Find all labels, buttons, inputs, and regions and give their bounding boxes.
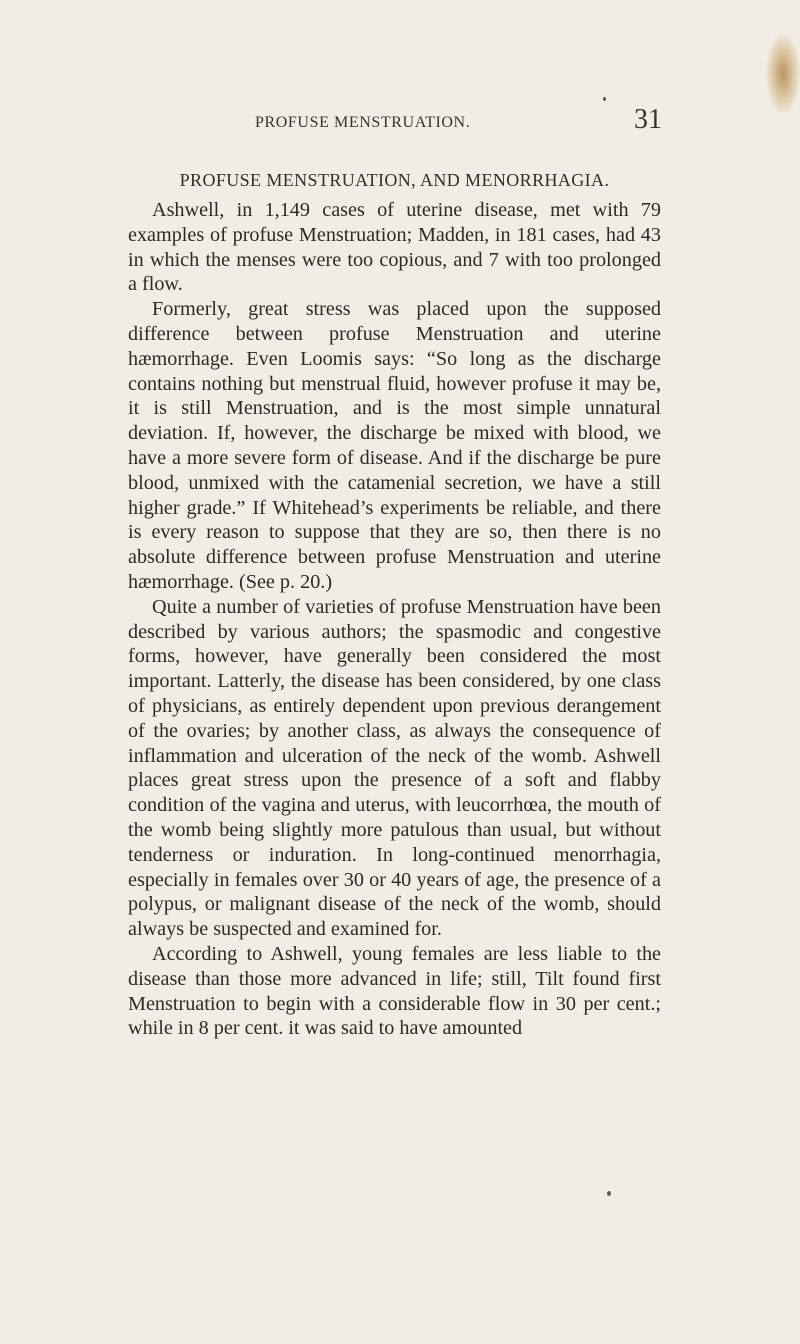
main-text — [128, 170, 661, 1041]
running-head: PROFUSE MENSTRUATION. — [255, 114, 471, 131]
section-title: PROFUSE MENSTRUATION, AND MENORRHAGIA. — [179, 170, 610, 190]
page-stain — [766, 34, 800, 114]
page-header — [0, 104, 800, 138]
paragraph: According to Ashwell, young females are less liable to the disease than those more advanced in life; still, Tilt found first Menstruation to begin with a considerable flow in 30 per cent.; while in 8 per cent. it was said to have amounted — [128, 942, 661, 1040]
ink-speck — [607, 1191, 611, 1196]
ink-speck — [603, 97, 606, 101]
paragraph: Quite a number of varieties of profuse Menstruation have been described by various authors; the spasmodic and congestive forms, however, have generally been considered the most important. Latterly, the disease has been considered, by one class of physicians, as entirely dependent upon previous derangement of the ovaries; by another class, as always the consequence of inflammation and ulceration of the neck of the womb. Ashwell places great stress upon the presence of a soft and flabby condition of the vagina and uterus, with leucorrhœa, the mouth of the womb being slightly more patulous than usual, but without tenderness or induration. In long-continued menorrhagia, especially in females over 30 or 40 years of age, the presence of a polypus, or malignant disease of the neck of the womb, should always be suspected and examined for. — [128, 595, 661, 941]
page-number: 31 — [634, 104, 662, 135]
paragraph: Ashwell, in 1,149 cases of uterine disease, met with 79 examples of profuse Menstruation; Madden, in 181 cases, had 43 in which the menses were too copious, and 7 with too prolonged a flow. — [128, 199, 661, 296]
paragraph: Formerly, great stress was placed upon the supposed difference between profuse Menstruation and uterine hæmorrhage. Even Loomis says: “So long as the discharge contains nothing but menstrual fluid, however profuse it may be, it is still Menstruation, and is the most simple unnatural deviation. If, however, the discharge be mixed with blood, we have a more severe form of disease. And if the discharge be pure blood, unmixed with the catamenial secretion, we have a still higher grade.” If Whitehead’s experiments be reliable, and there is every reason to suppose that they are so, then there is no absolute difference between profuse Menstruation and uterine hæmorrhage. (See p. 20.) — [128, 298, 661, 593]
